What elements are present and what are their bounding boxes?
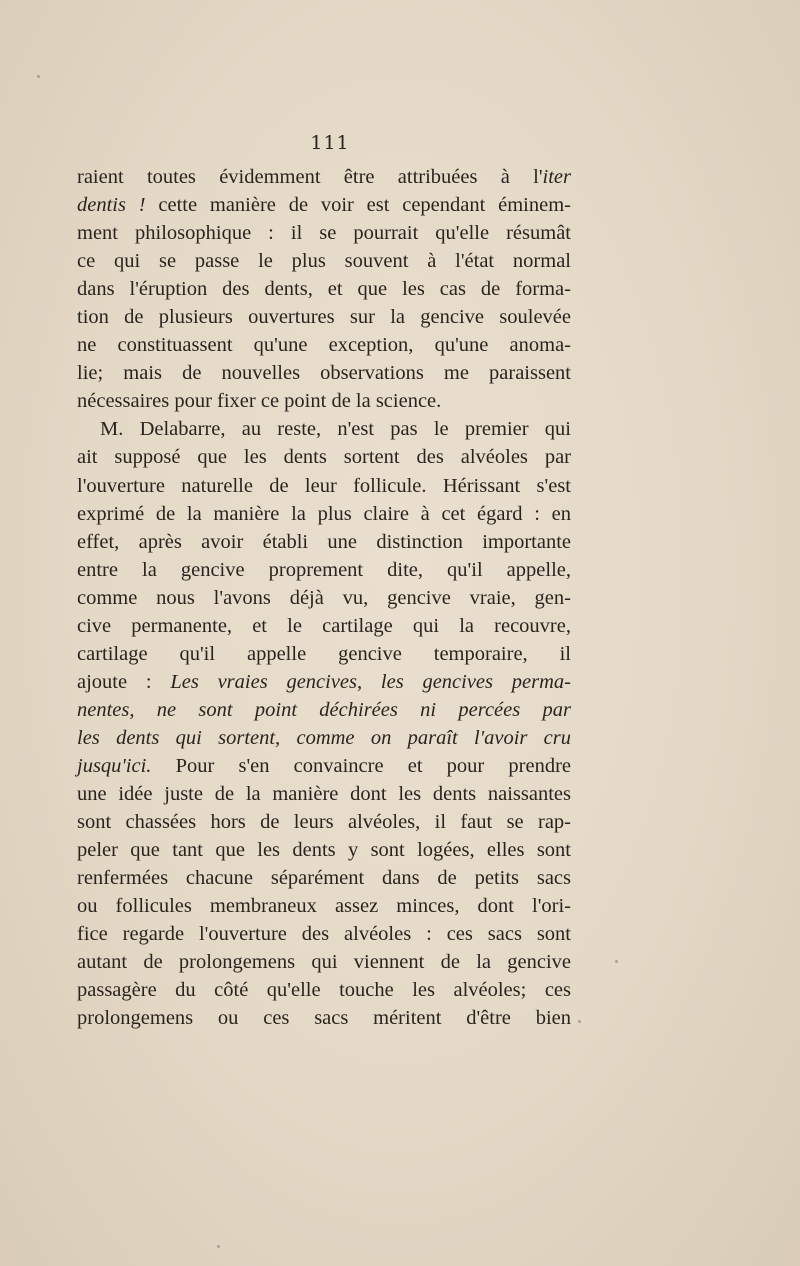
text-line [77, 472, 571, 500]
text-run: prolongemens ou ces sacs méritent d'être bien [77, 1007, 571, 1030]
text-run: fice regarde l'ouverture des alvéoles : ces sacs sont [77, 923, 571, 946]
text-run: M. Delabarre, au reste, n'est pas le premier qui [100, 418, 571, 441]
text-run: passagère du côté qu'elle touche les alvéoles; ces [77, 979, 571, 1002]
text-run: nécessaires pour fixer ce point de la science. [77, 390, 442, 413]
text-line [77, 443, 571, 471]
text-run: raient toutes évidemment être attribuées à l' [77, 166, 543, 188]
text-run: ment philosophique : il se pourrait qu'elle résumât [77, 222, 571, 245]
text-run: cive permanente, et le cartilage qui la recouvre, [77, 614, 571, 637]
text-run: l'ouverture naturelle de leur follicule. Hérissant s'est [77, 474, 571, 497]
text-line [77, 584, 571, 612]
text-run: effet, après avoir établi une distinction importante [77, 530, 571, 553]
text-line [77, 808, 571, 836]
text-run: peler que tant que les dents y sont logées, elles sont [77, 839, 571, 862]
text-run: cartilage qu'il appelle gencive temporaire, il [77, 642, 571, 665]
text-run: une idée juste de la manière dont les dents naissantes [77, 783, 571, 806]
text-line [77, 331, 571, 359]
text-line [77, 724, 571, 752]
text-line [77, 976, 571, 1004]
text-line [77, 640, 571, 668]
paper-speck [578, 1020, 581, 1023]
text-run: ne constituassent qu'une exception, qu'une anoma- [77, 334, 571, 357]
text-line [77, 1004, 571, 1032]
text-line [77, 359, 571, 387]
text-run: dans l'éruption des dents, et que les cas de forma- [77, 278, 571, 301]
italic-text: nentes, ne sont point déchirées ni percées par [77, 698, 571, 721]
text-run: Pour s'en convaincre et pour prendre [151, 754, 571, 777]
text-run: sont chassées hors de leurs alvéoles, il faut se rap- [77, 811, 571, 834]
italic-text: dentis ! [77, 194, 146, 217]
text-line [77, 948, 571, 976]
text-line [77, 752, 571, 780]
text-line [77, 556, 571, 584]
text-line [77, 247, 571, 275]
body-text [77, 163, 571, 1032]
italic-text: jusqu'ici. [77, 754, 152, 777]
text-line [77, 892, 571, 920]
italic-text: les dents qui sortent, comme on paraît l'avoir cru [77, 726, 571, 749]
text-line [77, 219, 571, 247]
text-line [77, 920, 571, 948]
paper-speck [217, 1245, 220, 1248]
text-run: autant de prolongemens qui viennent de la gencive [77, 951, 571, 974]
text-line [77, 275, 571, 303]
text-line [77, 163, 571, 191]
text-run: renfermées chacune séparément dans de petits sacs [77, 867, 571, 890]
text-run: tion de plusieurs ouvertures sur la gencive soulevée [77, 306, 571, 329]
text-line [77, 836, 571, 864]
text-run: ajoute : [77, 670, 171, 693]
italic-text: iter [542, 166, 571, 188]
text-run: cette manière de voir est cependant éminem- [145, 194, 571, 217]
text-line [77, 696, 571, 724]
text-line [77, 387, 571, 415]
text-run: ou follicules membraneux assez minces, dont l'ori- [77, 895, 571, 918]
italic-text: Les vraies gencives, les gencives perma- [170, 670, 571, 693]
paper-speck [37, 75, 40, 78]
paper-speck [615, 960, 618, 963]
text-line [77, 780, 571, 808]
text-line [77, 612, 571, 640]
text-line [77, 668, 571, 696]
page-number: 111 [310, 132, 350, 154]
text-line [77, 500, 571, 528]
text-run: comme nous l'avons déjà vu, gencive vraie, gen- [77, 586, 571, 609]
text-line [77, 864, 571, 892]
text-run: entre la gencive proprement dite, qu'il appelle, [77, 558, 571, 581]
text-line [77, 415, 571, 443]
text-run: exprimé de la manière la plus claire à cet égard : en [77, 502, 571, 525]
text-run: ce qui se passe le plus souvent à l'état normal [77, 250, 571, 273]
text-line [77, 528, 571, 556]
text-run: lie; mais de nouvelles observations me paraissent [77, 362, 571, 385]
text-line [77, 303, 571, 331]
text-run: ait supposé que les dents sortent des alvéoles par [77, 446, 571, 469]
text-line [77, 191, 571, 219]
